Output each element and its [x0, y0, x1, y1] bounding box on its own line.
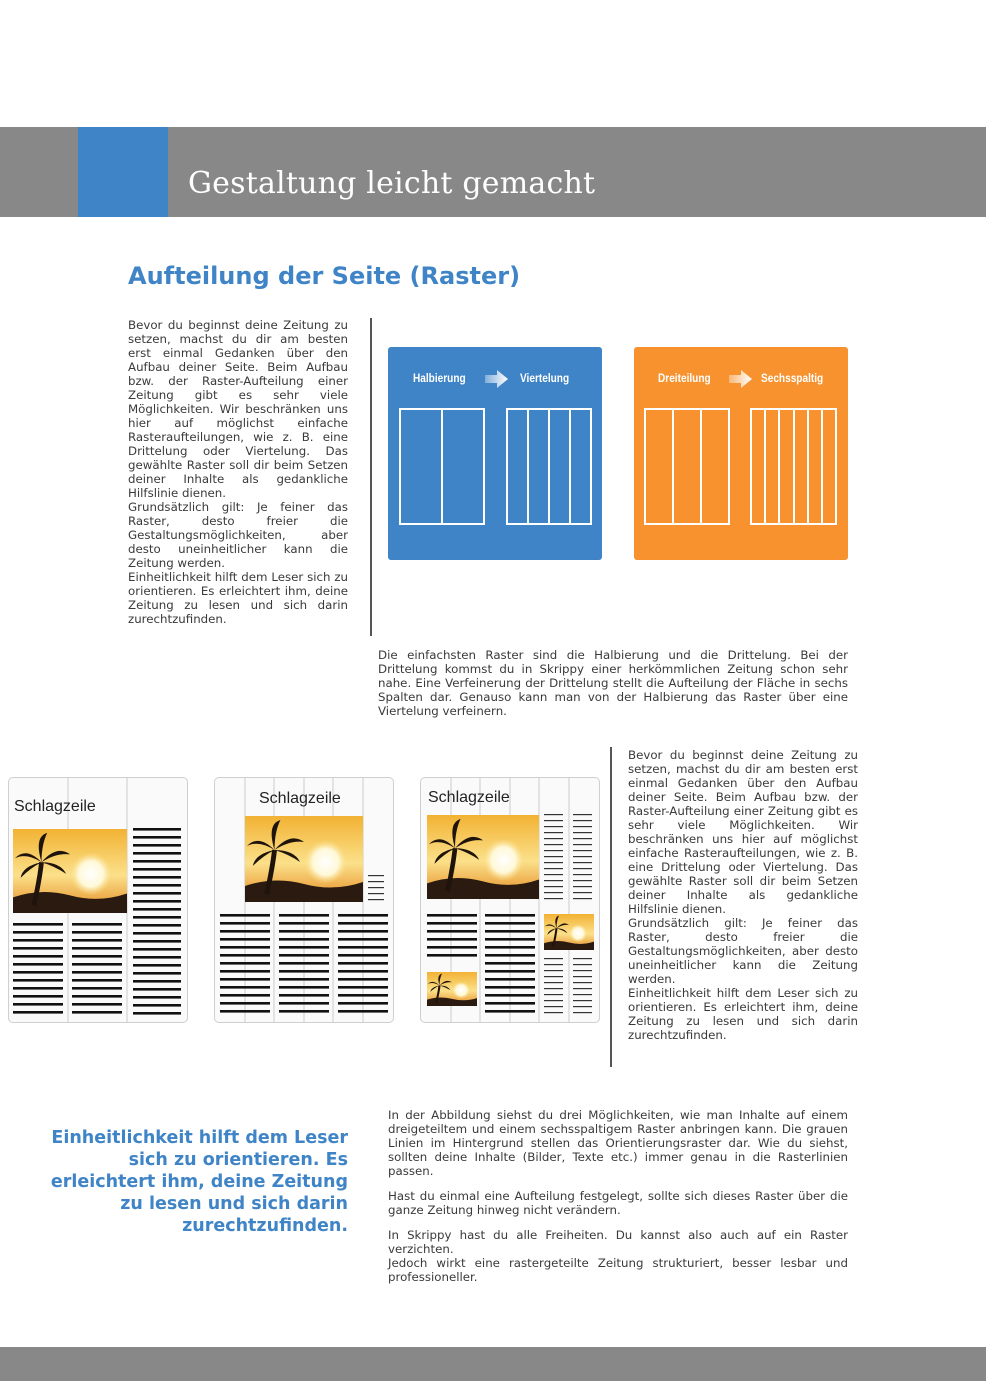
text-lines [220, 914, 270, 1014]
pull-quote: Einheitlichkeit hilft dem Leser sich zu orientieren. Es erleichtert ihm, deine Zeitung zu lesen und sich darin zurechtzufinden. [50, 1128, 348, 1236]
panel-caption: Die einfachsten Raster sind die Halbierung und die Drittelung. Bei der Drittelung kommst du in Skrippy einer herkömmlichen Zeitung schon sehr nahe. Eine Verfeinerung der Drittelung stellt die Aufteilung der Fläche in sechs Spalten dar. Genauso kann man von der Halbierung das Raster über eine Viertelung verfeinern. [378, 648, 848, 718]
bottom-paragraph: Hast du einmal eine Aufteilung festgelegt, sollte sich dieses Raster über die ganze Zeitung hinweg nicht verändern. [388, 1189, 848, 1217]
grid-6-columns [750, 408, 837, 525]
text-lines [544, 958, 563, 1014]
bottom-paragraph: In Skrippy hast du alle Freiheiten. Du kannst also auch auf ein Raster verzichten. [388, 1228, 848, 1256]
text-lines [573, 958, 592, 1014]
beach-image-small [427, 972, 477, 1006]
right-paragraph: Bevor du beginnst deine Zeitung zu setzen, machst du dir am besten erst einmal Gedanken über den Aufbau deiner Seite. Beim Aufbau bzw. der Raster-Aufteilung einer Zeitung gibt es sehr viele Möglichkeiten. Wir beschränken uns hier auf möglichst einfache Rasteraufteilungen, wie z. B. eine Drittelung oder Viertelung. Das gewählte Raster soll dir beim Setzen deiner Inhalte als gedankliche Hilfslinie dienen. [628, 748, 858, 916]
beach-image [245, 816, 363, 902]
text-lines [544, 814, 563, 904]
right-text-column [628, 748, 858, 1042]
intro-paragraph-3: Einheitlichkeit hilft dem Leser sich zu orientieren. Es erleichtert ihm, deine Zeitung zu lesen und sich darin zurechtzufinden. [128, 570, 348, 626]
footer-band [0, 1347, 986, 1381]
intro-text-column [128, 318, 348, 626]
headline: Schlagzeile [259, 790, 341, 807]
headline: Schlagzeile [14, 798, 96, 815]
grid-3-columns [644, 408, 730, 525]
example-layout-3 [420, 777, 600, 1023]
bottom-text-column [388, 1108, 848, 1284]
example-layout-1 [8, 777, 188, 1023]
beach-image [13, 829, 127, 913]
bottom-paragraph: In der Abbildung siehst du drei Möglichkeiten, wie man Inhalte auf einem dreigeteiltem und einem sechsspaltigem Raster anbringen kann. Die grauen Linien im Hintergrund stellen das Orientierungsraster dar. Wie du siehst, sollten deine Inhalte (Bilder, Texte etc.) immer genau in die Rasterlinien passen. [388, 1108, 848, 1178]
text-lines [72, 923, 122, 1018]
beach-image [427, 815, 539, 899]
intro-paragraph-2: Grundsätzlich gilt: Je feiner das Raster, desto freier die Gestaltungsmöglichkeiten, aber desto uneinheitlicher kann die Zeitung werden. [128, 500, 348, 570]
page-title: Gestaltung leicht gemacht [188, 166, 596, 201]
text-lines [573, 814, 592, 904]
text-lines [279, 914, 329, 1014]
grid-panel-thirds [634, 347, 848, 560]
divider-line [370, 318, 372, 636]
text-lines [133, 828, 181, 1018]
header-accent-square [78, 127, 168, 217]
grid-2-columns [399, 408, 485, 525]
right-paragraph-2: Grundsätzlich gilt: Je feiner das Raster, desto freier die Gestaltungsmöglichkeiten, aber desto uneinheitlicher kann die Zeitung werden. [628, 916, 858, 986]
panel-label-to: Viertelung [520, 371, 570, 385]
right-paragraph-3: Einheitlichkeit hilft dem Leser sich zu orientieren. Es erleichtert ihm, deine Zeitung zu lesen und sich darin zurechtzufinden. [628, 986, 858, 1042]
beach-image-small [544, 914, 594, 950]
arrow-right-icon [485, 370, 509, 388]
example-layout-2 [214, 777, 394, 1023]
section-title: Aufteilung der Seite (Raster) [128, 262, 521, 290]
divider-line [610, 747, 612, 1067]
panel-label-to: Sechsspaltig [761, 371, 824, 385]
intro-paragraph: Bevor du beginnst deine Zeitung zu setzen, machst du dir am besten erst einmal Gedanken über den Aufbau deiner Seite. Beim Aufbau bzw. der Raster-Aufteilung einer Zeitung gibt es sehr viele Möglichkeiten. Wir beschränken uns hier auf möglichst einfache Rasteraufteilungen, wie z. B. eine Drittelung oder Viertelung. Das gewählte Raster soll dir beim Setzen deiner Inhalte als gedankliche Hilfslinie dienen. [128, 318, 348, 500]
grid-panel-halving [388, 347, 602, 560]
text-lines [427, 914, 477, 960]
panel-label-from: Halbierung [413, 371, 466, 385]
bottom-paragraph: Jedoch wirkt eine rastergeteilte Zeitung strukturiert, besser lesbar und professioneller. [388, 1256, 848, 1284]
text-lines [338, 914, 388, 1014]
panel-label-from: Dreiteilung [658, 371, 711, 385]
text-lines [368, 875, 384, 902]
text-lines [485, 914, 535, 1014]
headline: Schlagzeile [428, 789, 510, 806]
text-lines [13, 923, 63, 1018]
grid-4-columns [506, 408, 592, 525]
arrow-right-icon [729, 370, 753, 388]
